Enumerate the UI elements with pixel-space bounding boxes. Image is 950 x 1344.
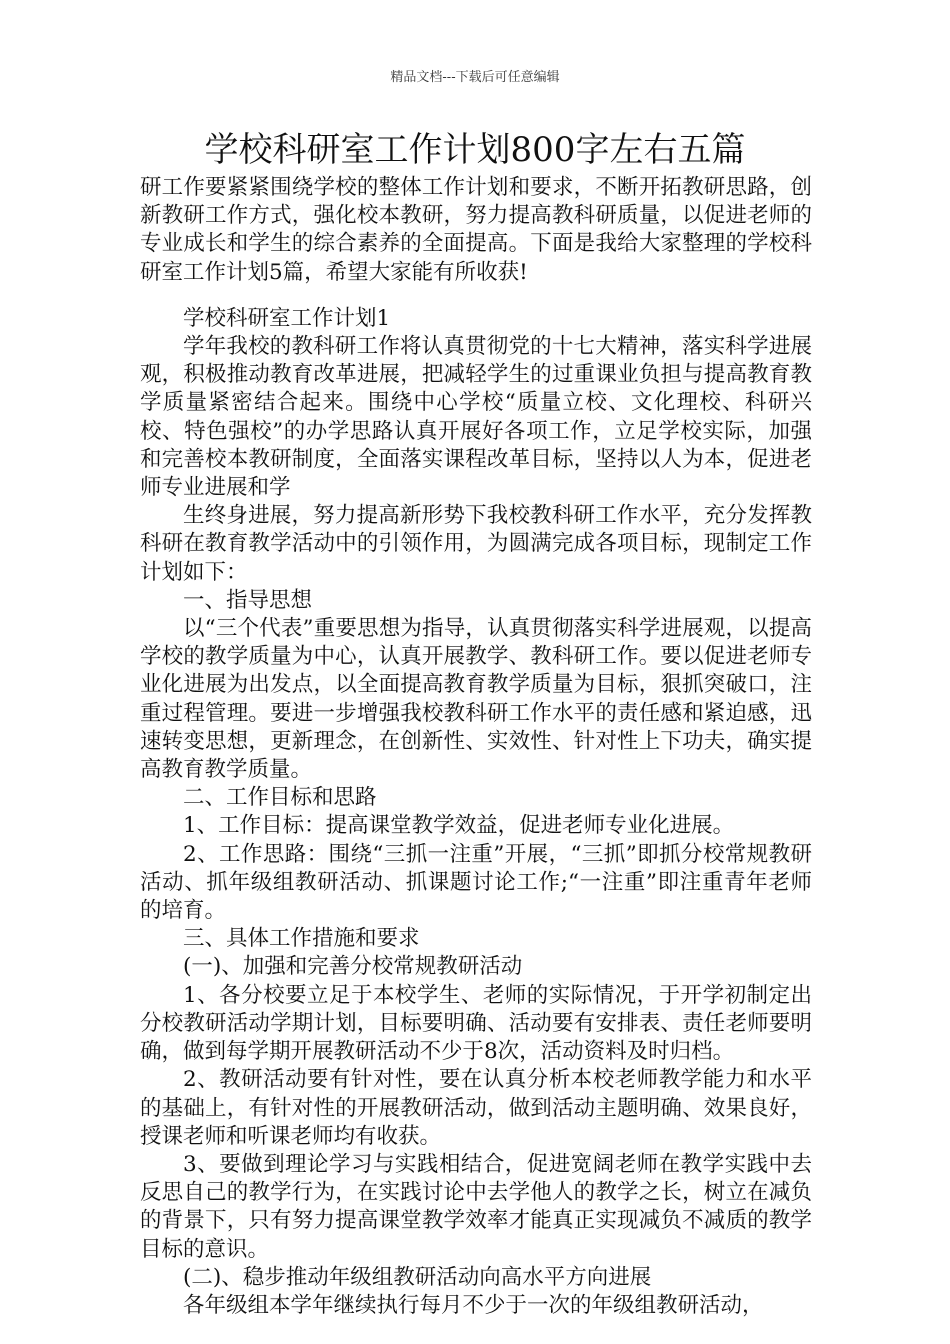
paragraph: 学年我校的教科研工作将认真贯彻党的十七大精神，落实科学进展观，积极推动教育改革进展，把减轻学生的过重课业负担与提高教育教学质量紧密结合起来。围绕中心学校“质量立校、文化理校、科研兴校、特色强校”的办学思路认真开展好各项工作，立足学校实际，加强和完善校本教研制度，全面落实课程改革目标，坚持以人为本，促进老师专业进展和学 <box>140 334 812 501</box>
paragraph: 1、工作目标：提高课堂教学效益，促进老师专业化进展。 <box>183 813 735 839</box>
header-note: 精品文档---下载后可任意编辑 <box>390 70 560 85</box>
section-heading: 二、工作目标和思路 <box>183 785 377 811</box>
paragraph: 2、工作思路：围绕“三抓一注重”开展，“三抓”即抓分校常规教研活动、抓年级组教研活动、抓课题讨论工作;“一注重”即注重青年老师的培育。 <box>140 841 812 924</box>
document-title: 学校科研室工作计划800字左右五篇 <box>204 130 746 170</box>
section-heading-plan-1: 学校科研室工作计划1 <box>183 305 391 331</box>
paragraph: 以“三个代表”重要思想为指导，认真贯彻落实科学进展观，以提高学校的教学质量为中心，认真开展教学、教科研工作。要以促进老师专业化进展为出发点，以全面提高教育教学质量为目标，狠抓突破口，注重过程管理。要进一步增强我校教科研工作水平的责任感和紧迫感，迅速转变思想，更新理念，在创新性、实效性、针对性上下功夫，确实提高教育教学质量。 <box>140 616 812 783</box>
paragraph: 3、要做到理论学习与实践相结合，促进宽阔老师在教学实践中去反思自己的教学行为，在实践讨论中去学他人的教学之长，树立在减负的背景下，只有努力提高课堂教学效率才能真正实现减负不减质的教学目标的意识。 <box>140 1151 812 1262</box>
subsection-heading: (二)、稳步推动年级组教研活动向高水平方向进展 <box>183 1264 652 1290</box>
document-body <box>140 174 812 1320</box>
section-heading: 三、具体工作措施和要求 <box>183 926 420 952</box>
paragraph: 2、教研活动要有针对性，要在认真分析本校老师教学能力和水平的基础上，有针对性的开展教研活动，做到活动主题明确、效果良好，授课老师和听课老师均有收获。 <box>140 1067 812 1149</box>
intro-paragraph: 研工作要紧紧围绕学校的整体工作计划和要求，不断开拓教研思路，创新教研工作方式，强化校本教研，努力提高教科研质量，以促进老师的专业成长和学生的综合素养的全面提高。下面是我给大家整理的学校科研室工作计划5篇，希望大家能有所收获! <box>140 175 812 285</box>
section-heading: 一、指导思想 <box>183 587 313 613</box>
paragraph: 各年级组本学年继续执行每月不少于一次的年级组教研活动， <box>183 1292 764 1318</box>
paragraph: 1、各分校要立足于本校学生、老师的实际情况，于开学初制定出分校教研活动学期计划，目标要明确、活动要有安排表、责任老师要明确，做到每学期开展教研活动不少于8次，活动资料及时归档。 <box>140 982 812 1065</box>
paragraph: 生终身进展，努力提高新形势下我校教科研工作水平，充分发挥教科研在教育教学活动中的引领作用，为圆满完成各项目标，现制定工作计划如下： <box>140 503 812 585</box>
subsection-heading: (一)、加强和完善分校常规教研活动 <box>183 954 523 980</box>
